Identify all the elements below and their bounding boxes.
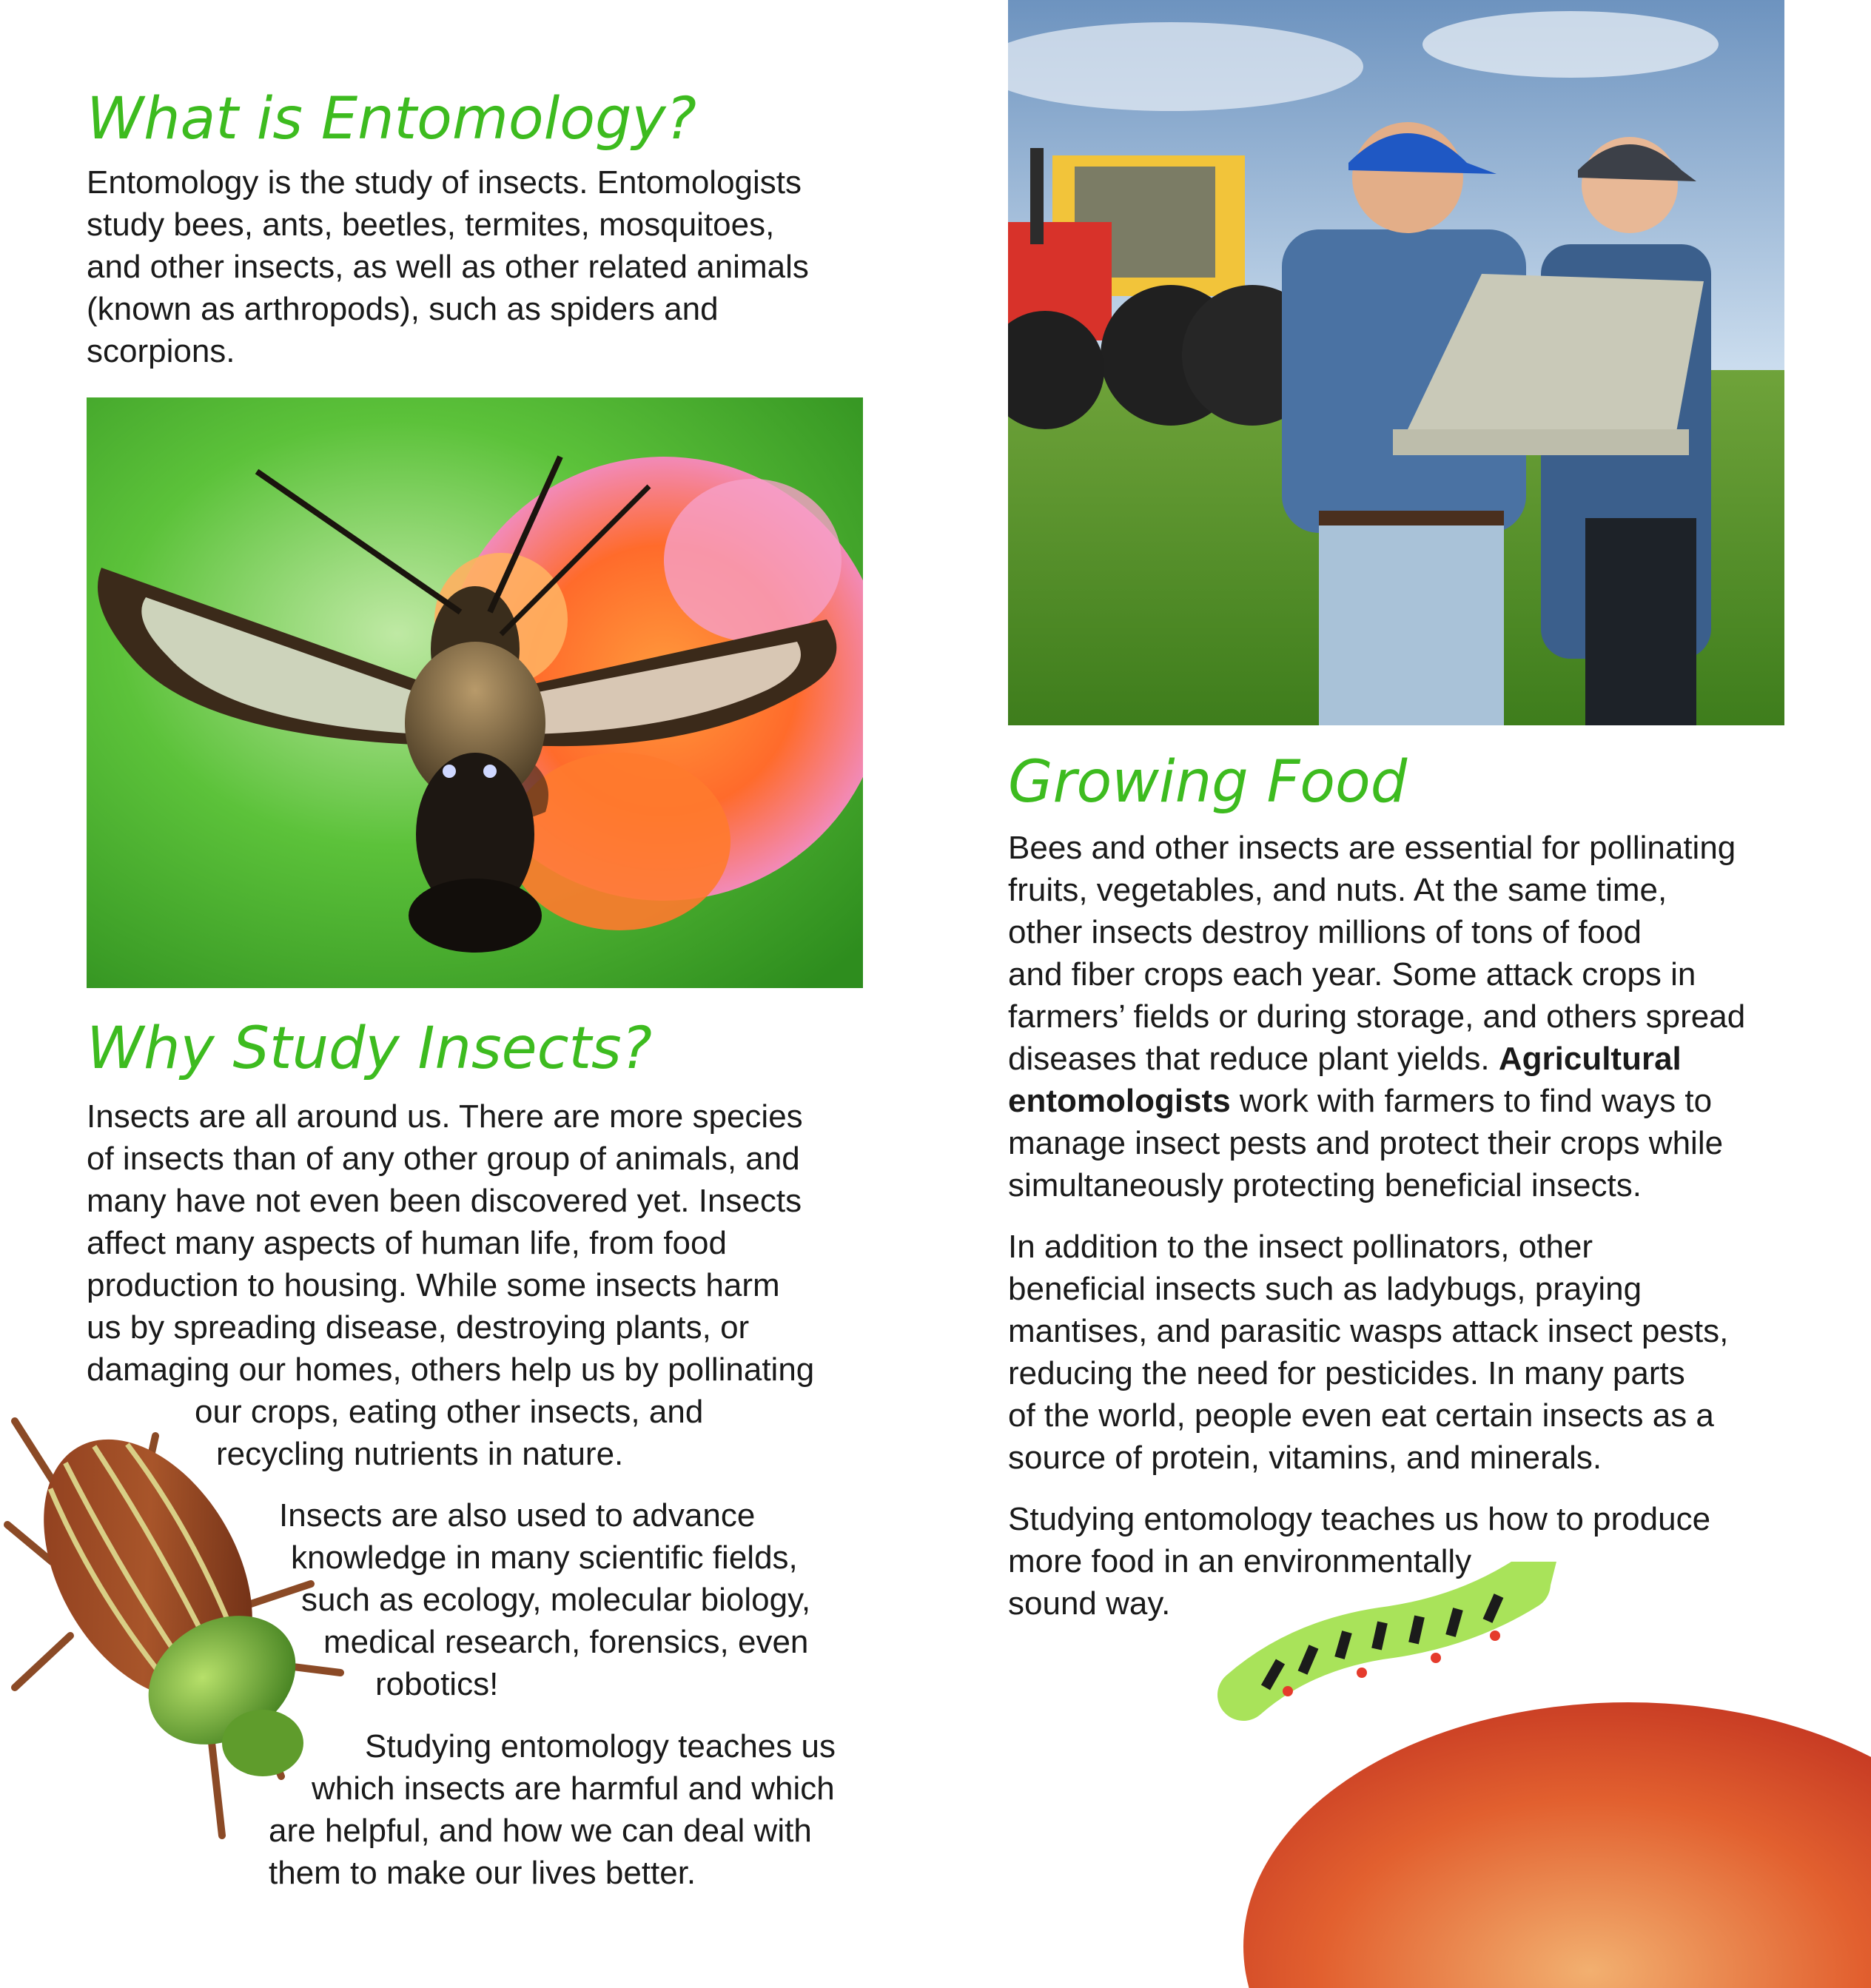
text-line: of insects than of any other group of animals, and (87, 1141, 800, 1177)
text-line: our crops, eating other insects, and (195, 1394, 704, 1430)
text-line: us by spreading disease, destroying plants, or (87, 1309, 750, 1346)
text-fragment: work with farmers to find ways to (1230, 1083, 1713, 1119)
text-line: knowledge in many scientific fields, (291, 1539, 798, 1576)
text-line: simultaneously protecting beneficial insects. (1008, 1167, 1642, 1203)
text-line: medical research, forensics, even (323, 1624, 809, 1660)
text-line: study bees, ants, beetles, termites, mosquitoes, (87, 206, 775, 243)
text-line: farmers’ fields or during storage, and others spread (1008, 998, 1746, 1035)
text-line (1008, 1080, 1745, 1122)
text-line: (known as arthropods), such as spiders and (87, 291, 719, 327)
heading-what-is-entomology: What is Entomology? (87, 86, 697, 152)
text-line: robotics! (375, 1666, 499, 1702)
paragraph-growing-food-2 (1008, 1226, 1728, 1479)
heading-growing-food: Growing Food (1008, 749, 1408, 816)
text-line: other insects destroy millions of tons of food (1008, 914, 1642, 950)
text-line: recycling nutrients in nature. (216, 1436, 624, 1472)
text-line: beneficial insects such as ladybugs, praying (1008, 1271, 1642, 1307)
text-line: Bees and other insects are essential for pollinating (1008, 830, 1736, 866)
bold-term-entomologists: entomologists (1008, 1083, 1231, 1119)
text-line: which insects are harmful and which (312, 1770, 835, 1807)
caterpillar-apple-photo (1214, 1562, 1871, 1988)
text-line (1008, 1038, 1745, 1080)
text-line: them to make our lives better. (269, 1855, 696, 1891)
text-line: of the world, people even eat certain insects as a (1008, 1397, 1714, 1434)
text-line: affect many aspects of human life, from food (87, 1225, 727, 1261)
text-line: source of protein, vitamins, and minerals. (1008, 1440, 1602, 1476)
paragraph-why-study-2 (87, 1494, 810, 1705)
moth-photo (87, 397, 863, 988)
text-line: production to housing. While some insects harm (87, 1267, 780, 1303)
text-line: mantises, and parasitic wasps attack insect pests, (1008, 1313, 1729, 1349)
text-line: Entomology is the study of insects. Entomologists (87, 164, 802, 201)
text-line: In addition to the insect pollinators, other (1008, 1229, 1593, 1265)
text-line: are helpful, and how we can deal with (269, 1813, 812, 1849)
paragraph-why-study-3 (87, 1725, 836, 1894)
paragraph-entomology-definition (87, 161, 809, 372)
text-line: Studying entomology teaches us (365, 1728, 836, 1764)
text-line: manage insect pests and protect their crops while (1008, 1125, 1724, 1161)
heading-why-study-insects: Why Study Insects? (87, 1015, 653, 1082)
text-line: Insects are all around us. There are more species (87, 1098, 803, 1135)
text-line: more food in an environmentally (1008, 1543, 1472, 1579)
text-line: many have not even been discovered yet. Insects (87, 1183, 802, 1219)
text-line: damaging our homes, others help us by pollinating (87, 1351, 815, 1388)
text-line: sound way. (1008, 1585, 1171, 1622)
text-line: and fiber crops each year. Some attack crops in (1008, 956, 1696, 993)
text-fragment: diseases that reduce plant yields. (1008, 1041, 1499, 1077)
text-line: reducing the need for pesticides. In many parts (1008, 1355, 1685, 1391)
text-line: Studying entomology teaches us how to produce (1008, 1501, 1711, 1537)
farmers-photo (1008, 0, 1784, 725)
text-line: such as ecology, molecular biology, (301, 1582, 811, 1618)
text-line: fruits, vegetables, and nuts. At the same time, (1008, 872, 1667, 908)
paragraph-growing-food-1 (1008, 827, 1745, 1206)
bold-term-agricultural: Agricultural (1498, 1041, 1682, 1077)
text-line: Insects are also used to advance (279, 1497, 756, 1534)
text-line: scorpions. (87, 333, 235, 369)
text-line: and other insects, as well as other related animals (87, 249, 809, 285)
